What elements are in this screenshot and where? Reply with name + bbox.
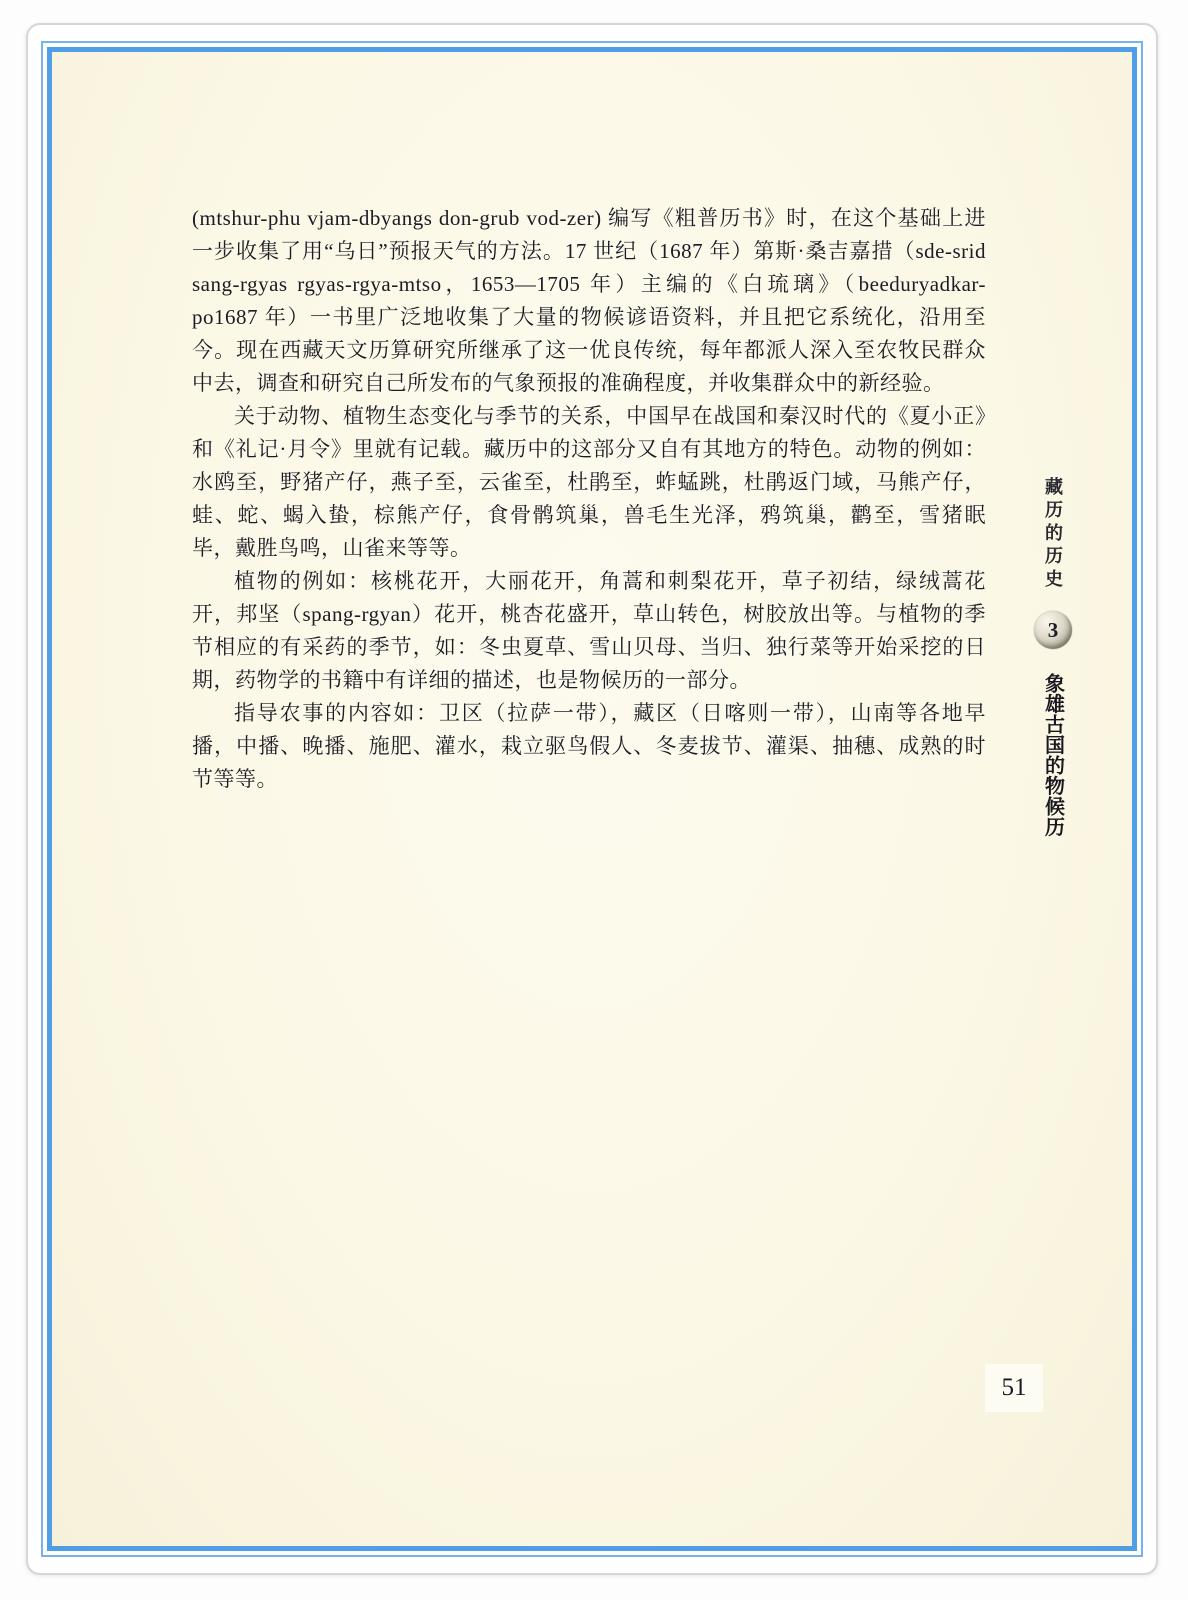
page-card xyxy=(26,23,1158,1575)
decorative-frame-inner xyxy=(47,47,1137,1551)
margin-sidebar xyxy=(1027,477,1079,837)
body-paragraph: 指导农事的内容如：卫区（拉萨一带），藏区（日喀则一带），山南等各地早播，中播、晚播、施肥、灌水，栽立驱鸟假人、冬麦拔节、灌渠、抽穗、成熟的时节等等。 xyxy=(192,701,986,791)
decorative-frame-outer xyxy=(41,41,1143,1557)
body-text xyxy=(192,202,986,796)
chapter-title-vertical: 藏历的历史 xyxy=(1043,477,1063,592)
chapter-number: 3 xyxy=(1047,617,1059,642)
page-number-patch xyxy=(985,1364,1043,1412)
section-title-vertical: 象雄古国的物候历 xyxy=(1041,673,1064,837)
body-paragraph: (mtshur-phu vjam-dbyangs don-grub vod-zer) 编写《粗普历书》时，在这个基础上进一步收集了用“乌日”预报天气的方法。17 世纪（1687 年）第斯·桑吉嘉措（sde-srid sang-rgyas rgyas-rgya-mtso，1653—1705 年）主编的《白琉璃》（beeduryadkar-po1687 年）一书里广泛地收集了大量的物候谚语资料，并且把它系统化，沿用至今。现在西藏天文历算研究所继承了这一优良传统，每年都派人深入至农牧民群众中去，调查和研究自己所发布的气象预报的准确程度，并收集群众中的新经验。 xyxy=(192,206,986,395)
page-paper xyxy=(52,52,1132,1546)
chapter-number-badge xyxy=(1034,611,1072,649)
body-paragraph: 关于动物、植物生态变化与季节的关系，中国早在战国和秦汉时代的《夏小正》和《礼记·月令》里就有记载。藏历中的这部分又自有其地方的特色。动物的例如：水鸥至，野猪产仔，燕子至，云雀至，杜鹃至，蚱蜢跳，杜鹃返门域，马熊产仔，蛙、蛇、蝎入蛰，棕熊产仔，食骨鹘筑巢，兽毛生光泽，鸦筑巢，鹳至，雪猪眠毕，戴胜鸟鸣，山雀来等等。 xyxy=(192,404,986,560)
page-number: 51 xyxy=(1001,1374,1027,1401)
body-paragraph: 植物的例如：核桃花开，大丽花开，角蒿和刺梨花开，草子初结，绿绒蒿花开，邦坚（spang-rgyan）花开，桃杏花盛开，草山转色，树胶放出等。与植物的季节相应的有采药的季节，如：冬虫夏草、雪山贝母、当归、独行菜等开始采挖的日期，药物学的书籍中有详细的描述，也是物候历的一部分。 xyxy=(192,569,986,692)
